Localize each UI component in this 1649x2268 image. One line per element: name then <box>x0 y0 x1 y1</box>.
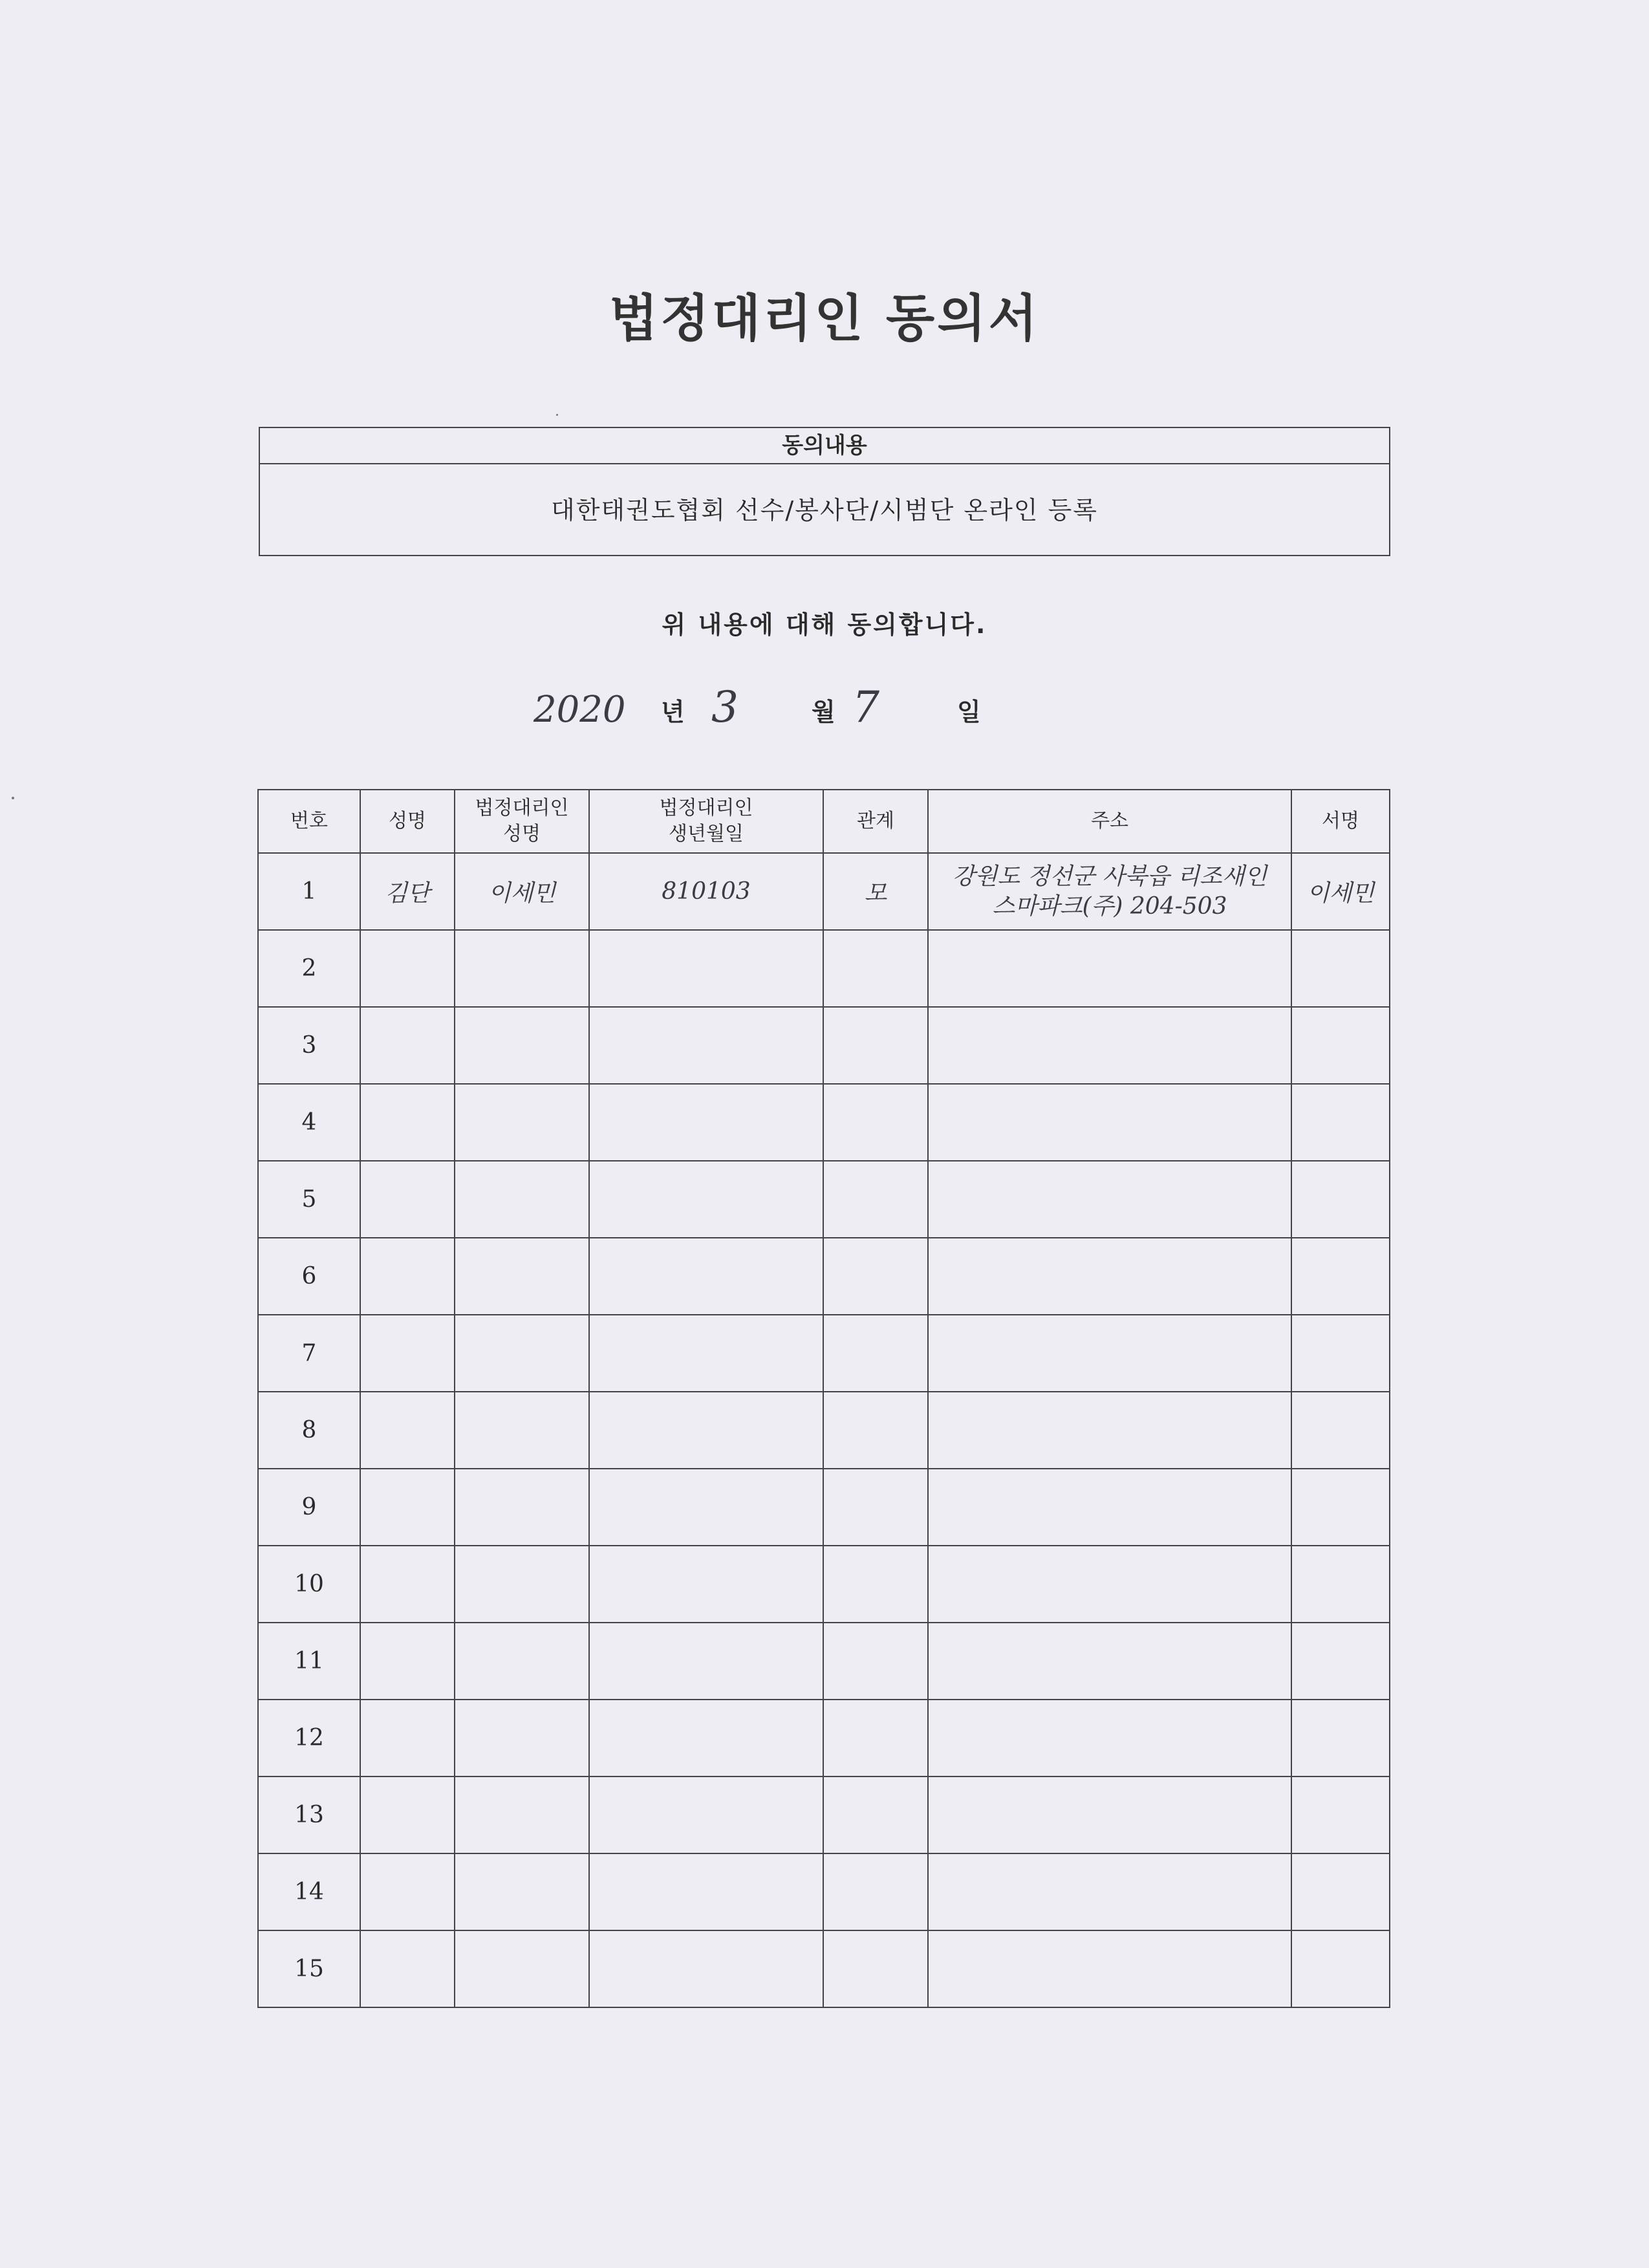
row-signature <box>1291 1084 1390 1161</box>
row-address <box>928 1161 1291 1238</box>
row-address <box>928 1853 1291 1930</box>
row-relation <box>823 1238 928 1315</box>
header-name: 성명 <box>360 790 455 853</box>
row-signature <box>1291 1469 1390 1546</box>
row-name <box>360 1392 455 1469</box>
row-address <box>928 853 1291 930</box>
row-number: 10 <box>258 1546 360 1623</box>
row-name <box>360 1700 455 1777</box>
scan-speck <box>12 797 14 799</box>
date-year-label: 년 <box>661 698 685 726</box>
header-no: 번호 <box>258 790 360 853</box>
row-signature <box>1291 930 1390 1007</box>
row-address <box>928 1238 1291 1315</box>
consent-header: 동의내용 <box>260 428 1389 464</box>
row-address <box>928 1469 1291 1546</box>
table-row <box>258 1700 1390 1777</box>
table-row <box>258 1777 1390 1853</box>
row-number: 13 <box>258 1777 360 1853</box>
row-number: 7 <box>258 1315 360 1392</box>
row-address-line-2: 스마파크(주) 204-503 <box>992 892 1227 920</box>
row-number: 11 <box>258 1623 360 1700</box>
row-name <box>360 1469 455 1546</box>
row-guardian-name <box>455 1469 589 1546</box>
row-signature <box>1291 1315 1390 1392</box>
table-row <box>258 1161 1390 1238</box>
row-signature <box>1291 1546 1390 1623</box>
row-name <box>360 1238 455 1315</box>
row-guardian-birth <box>589 1007 823 1084</box>
row-number: 12 <box>258 1700 360 1777</box>
row-number: 5 <box>258 1161 360 1238</box>
date-day-label: 일 <box>957 698 981 726</box>
row-signature: 이세민 <box>1291 853 1390 930</box>
row-name <box>360 1777 455 1853</box>
row-name <box>360 1930 455 2007</box>
table-row <box>258 1315 1390 1392</box>
row-number: 9 <box>258 1469 360 1546</box>
table-row <box>258 1546 1390 1623</box>
table-row <box>258 1007 1390 1084</box>
row-guardian-birth <box>589 1469 823 1546</box>
row-guardian-birth <box>589 1700 823 1777</box>
row-name <box>360 1853 455 1930</box>
row-address <box>928 1777 1291 1853</box>
row-name <box>360 930 455 1007</box>
row-name <box>360 1623 455 1700</box>
row-relation <box>823 1930 928 2007</box>
row-guardian-name <box>455 1238 589 1315</box>
table-row <box>258 1623 1390 1700</box>
header-guardian-name: 법정대리인 성명 <box>455 790 589 853</box>
header-relation: 관계 <box>823 790 928 853</box>
row-signature <box>1291 1930 1390 2007</box>
row-relation <box>823 1315 928 1392</box>
row-guardian-birth <box>589 1238 823 1315</box>
row-relation <box>823 1700 928 1777</box>
row-address <box>928 1084 1291 1161</box>
row-signature <box>1291 1238 1390 1315</box>
row-number: 4 <box>258 1084 360 1161</box>
row-guardian-birth <box>589 1392 823 1469</box>
row-guardian-name <box>455 1007 589 1084</box>
row-guardian-birth <box>589 1853 823 1930</box>
row-address <box>928 1700 1291 1777</box>
consent-box <box>259 427 1390 556</box>
row-relation <box>823 1161 928 1238</box>
row-guardian-name <box>455 1546 589 1623</box>
row-guardian-birth <box>589 1084 823 1161</box>
row-address-line-1: 강원도 정선군 사북읍 리조새인 <box>952 863 1267 890</box>
scan-speck <box>556 414 558 416</box>
row-guardian-name <box>455 1623 589 1700</box>
row-signature <box>1291 1700 1390 1777</box>
row-guardian-birth <box>589 930 823 1007</box>
row-guardian-birth: 810103 <box>589 853 823 930</box>
row-guardian-name <box>455 1315 589 1392</box>
row-relation <box>823 1623 928 1700</box>
row-guardian-name: 이세민 <box>455 853 589 930</box>
row-address <box>928 930 1291 1007</box>
row-guardian-name <box>455 1392 589 1469</box>
table-row <box>258 1392 1390 1469</box>
row-relation <box>823 1007 928 1084</box>
table-row <box>258 930 1390 1007</box>
row-name: 김단 <box>360 853 455 930</box>
row-relation <box>823 1777 928 1853</box>
row-name <box>360 1084 455 1161</box>
row-relation <box>823 1546 928 1623</box>
row-number: 3 <box>258 1007 360 1084</box>
row-guardian-birth <box>589 1623 823 1700</box>
row-guardian-name <box>455 1161 589 1238</box>
row-signature <box>1291 1392 1390 1469</box>
row-address <box>928 1007 1291 1084</box>
date-day: 7 <box>852 682 879 732</box>
row-relation <box>823 1392 928 1469</box>
row-address <box>928 1930 1291 2007</box>
row-signature <box>1291 1007 1390 1084</box>
row-signature <box>1291 1161 1390 1238</box>
row-signature <box>1291 1777 1390 1853</box>
table-row <box>258 1238 1390 1315</box>
agreement-text: 위 내용에 대해 동의합니다. <box>662 610 987 639</box>
row-guardian-birth <box>589 1546 823 1623</box>
header-signature: 서명 <box>1291 790 1390 853</box>
row-guardian-birth <box>589 1930 823 2007</box>
row-number: 14 <box>258 1853 360 1930</box>
table-row <box>258 1853 1390 1930</box>
consent-body: 대한태권도협회 선수/봉사단/시범단 온라인 등록 <box>550 496 1098 524</box>
row-guardian-birth <box>589 1315 823 1392</box>
row-address <box>928 1392 1291 1469</box>
row-relation: 모 <box>823 853 928 930</box>
table-row <box>258 1469 1390 1546</box>
page-title: 법정대리인 동의서 <box>609 290 1040 348</box>
row-number: 1 <box>258 853 360 930</box>
table-row <box>258 853 1390 930</box>
row-guardian-name <box>455 1930 589 2007</box>
row-signature <box>1291 1623 1390 1700</box>
row-relation <box>823 1084 928 1161</box>
row-guardian-name <box>455 1853 589 1930</box>
row-guardian-birth <box>589 1161 823 1238</box>
row-address <box>928 1623 1291 1700</box>
row-relation <box>823 1469 928 1546</box>
table-row <box>258 1084 1390 1161</box>
row-name <box>360 1161 455 1238</box>
row-guardian-name <box>455 1700 589 1777</box>
row-relation <box>823 930 928 1007</box>
row-guardian-name <box>455 1777 589 1853</box>
row-number: 6 <box>258 1238 360 1315</box>
row-name <box>360 1007 455 1084</box>
row-guardian-name <box>455 1084 589 1161</box>
header-guardian-birth: 법정대리인 생년월일 <box>589 790 823 853</box>
registration-table <box>257 789 1390 2008</box>
row-signature <box>1291 1853 1390 1930</box>
row-address <box>928 1315 1291 1392</box>
row-number: 8 <box>258 1392 360 1469</box>
date-month: 3 <box>711 682 738 732</box>
table-header-row <box>258 790 1390 853</box>
row-relation <box>823 1853 928 1930</box>
date-month-label: 월 <box>812 698 835 726</box>
table-row <box>258 1930 1390 2007</box>
date-year: 2020 <box>534 689 626 731</box>
row-guardian-birth <box>589 1777 823 1853</box>
row-guardian-name <box>455 930 589 1007</box>
row-name <box>360 1546 455 1623</box>
header-address: 주소 <box>928 790 1291 853</box>
row-address <box>928 1546 1291 1623</box>
row-name <box>360 1315 455 1392</box>
row-number: 15 <box>258 1930 360 2007</box>
row-number: 2 <box>258 930 360 1007</box>
